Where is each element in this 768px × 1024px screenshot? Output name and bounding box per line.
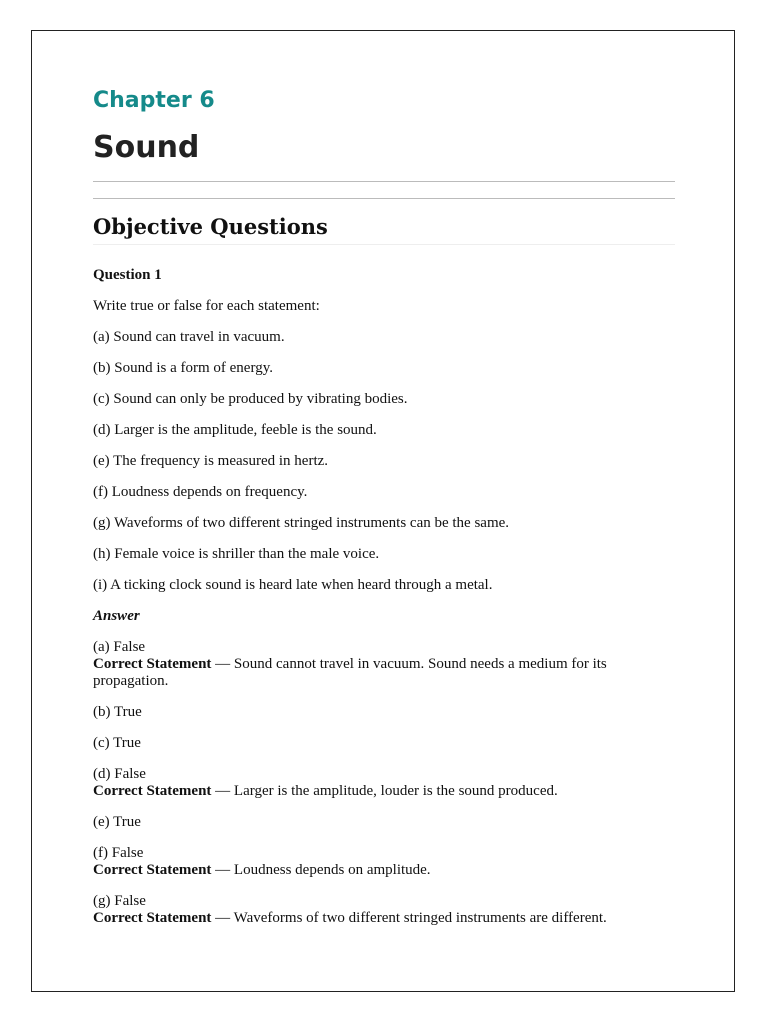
answer-result: (f) False [93,845,144,861]
answer-item [93,704,675,721]
question-prompt: Write true or false for each statement: [93,298,320,314]
answer-item [93,735,675,752]
statement: (h) Female voice is shriller than the male voice. [93,546,380,562]
answer-result: (b) True [93,704,142,720]
answer-result: (g) False [93,893,146,909]
answer-correction: — Waveforms of two different stringed instruments are different. [211,910,607,926]
answer-item [93,893,675,927]
document-page [31,30,735,992]
question-heading: Question 1 [93,267,162,283]
statement: (a) Sound can travel in vacuum. [93,329,285,345]
statement: (f) Loudness depends on frequency. [93,484,308,500]
divider [93,198,675,199]
answer-result: (e) True [93,814,141,830]
document-body [93,267,675,941]
answer-result: (a) False [93,639,146,655]
answer-item [93,639,675,690]
answer-result: (d) False [93,766,146,782]
section-title: Objective Questions [93,214,328,239]
answer-item [93,814,675,831]
answer-correction: — Loudness depends on amplitude. [211,862,431,878]
answer-correction: — Sound cannot travel in vacuum. Sound needs a medium for its propagation. [93,656,607,689]
statement: (b) Sound is a form of energy. [93,360,273,376]
statement: (e) The frequency is measured in hertz. [93,453,329,469]
statement: (c) Sound can only be produced by vibrating bodies. [93,391,408,407]
statement: (i) A ticking clock sound is heard late when heard through a metal. [93,577,493,593]
divider [93,181,675,182]
answer-heading: Answer [93,608,140,624]
answer-correction: — Larger is the amplitude, louder is the sound produced. [211,783,558,799]
correct-statement-label: Correct Statement [93,862,212,878]
divider [93,244,675,245]
page-title: Sound [93,130,200,165]
statement: (g) Waveforms of two different stringed instruments can be the same. [93,515,510,531]
answer-item [93,766,675,800]
answer-item [93,845,675,879]
correct-statement-label: Correct Statement [93,656,212,672]
answer-result: (c) True [93,735,141,751]
statement: (d) Larger is the amplitude, feeble is the sound. [93,422,377,438]
correct-statement-label: Correct Statement [93,910,212,926]
correct-statement-label: Correct Statement [93,783,212,799]
chapter-label: Chapter 6 [93,88,215,113]
